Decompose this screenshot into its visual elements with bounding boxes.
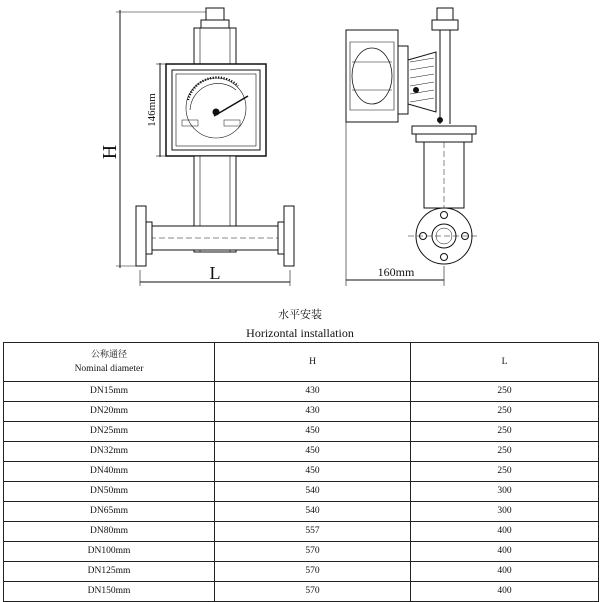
cell-l: 400 (411, 542, 599, 562)
table-row (4, 462, 599, 482)
cell-dn: DN15mm (4, 382, 215, 402)
cell-dn: DN100mm (4, 542, 215, 562)
dimension-l-label: L (209, 263, 221, 283)
cell-l: 250 (411, 462, 599, 482)
cell-l: 250 (411, 402, 599, 422)
table-header-row (4, 343, 599, 382)
cell-h: 570 (215, 562, 411, 582)
table-row (4, 522, 599, 542)
cell-dn: DN32mm (4, 442, 215, 462)
table-row (4, 582, 599, 602)
cell-h: 540 (215, 502, 411, 522)
cell-h: 450 (215, 442, 411, 462)
cell-h: 430 (215, 382, 411, 402)
header-nominal-diameter (4, 343, 215, 382)
table-row (4, 442, 599, 462)
header-nominal-cn: 公称通径 (90, 350, 127, 360)
dimension-160mm-label: 160mm (377, 265, 415, 279)
cell-h: 557 (215, 522, 411, 542)
cell-h: 540 (215, 482, 411, 502)
table-row (4, 422, 599, 442)
cell-dn: DN65mm (4, 502, 215, 522)
cell-l: 400 (411, 522, 599, 542)
side-view (346, 8, 480, 286)
cell-dn: DN25mm (4, 422, 215, 442)
cell-l: 300 (411, 482, 599, 502)
dimension-h-label: H (99, 144, 121, 160)
dimension-146mm-label: 146mm (146, 93, 158, 127)
installation-drawing (0, 0, 600, 300)
table-row (4, 382, 599, 402)
header-l: L (411, 343, 599, 382)
header-nominal-en: Nominal diameter (74, 364, 144, 374)
caption-chinese: 水平安装 (278, 308, 322, 321)
table-row (4, 482, 599, 502)
cell-h: 570 (215, 542, 411, 562)
cell-h: 450 (215, 462, 411, 482)
cell-h: 570 (215, 582, 411, 602)
cell-l: 400 (411, 582, 599, 602)
cell-h: 450 (215, 422, 411, 442)
cell-dn: DN20mm (4, 402, 215, 422)
table-row (4, 562, 599, 582)
table-row (4, 542, 599, 562)
cell-dn: DN80mm (4, 522, 215, 542)
cell-l: 250 (411, 382, 599, 402)
cell-l: 300 (411, 502, 599, 522)
cell-l: 250 (411, 422, 599, 442)
cell-h: 430 (215, 402, 411, 422)
cell-dn: DN150mm (4, 582, 215, 602)
header-h: H (215, 343, 411, 382)
cell-dn: DN50mm (4, 482, 215, 502)
cell-dn: DN125mm (4, 562, 215, 582)
table-row (4, 502, 599, 522)
caption-english: Horizontal installation (246, 326, 354, 340)
cell-l: 400 (411, 562, 599, 582)
front-view (116, 8, 294, 286)
cell-l: 250 (411, 442, 599, 462)
dimension-table (3, 342, 599, 602)
table-row (4, 402, 599, 422)
cell-dn: DN40mm (4, 462, 215, 482)
